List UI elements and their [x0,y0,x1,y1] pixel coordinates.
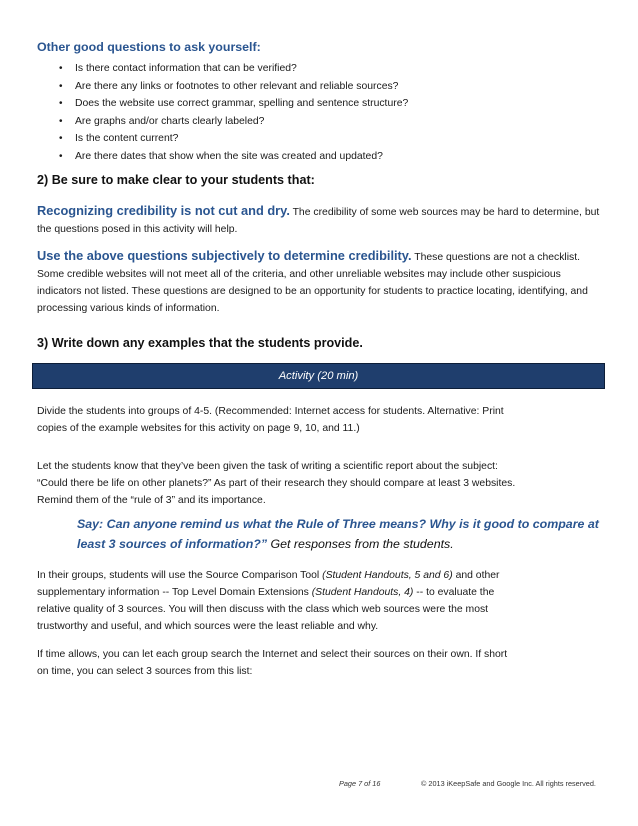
list-item: • Are there dates that show when the site was created and updated? [59,148,619,166]
list-item: • Is there contact information that can be verified? [59,60,619,78]
say-prompt: Say: Can anyone remind us what the Rule of Three means? Why is it good to compare at least 3 sources of information?” Get responses from the students. [77,517,599,551]
use-questions-text: These questions are not a checklist. Some credible websites will not meet all of the criteria, and other unreliable websites may include other suspicious indicators not listed. These questions are designed to be an opportunity for students to practice locating, identifying, and processing various kinds of information. [37,252,588,314]
page-number: Page 7 of 16 [339,779,381,788]
bullet-icon: • [59,80,63,92]
bullet-icon: • [59,63,63,74]
recognizing-lead: Recognizing credibility is not cut and dry. [37,203,290,218]
recognizing-text: The credibility of some web sources may be hard to determine, but the questions posed in this activity will help. [37,207,600,235]
activity-banner [32,363,605,389]
activity-banner-label: Activity (20 min) [278,370,359,382]
other-questions-heading: Other good questions to ask yourself: [37,40,261,54]
recognizing-credibility-paragraph [37,203,603,239]
list-item: • Does the website use correct grammar, spelling and sentence structure? [59,95,619,113]
use-questions-lead: Use the above questions subjectively to determine credibility. [37,248,412,263]
use-questions-paragraph [37,248,603,318]
copyright-notice: © 2013 iKeepSafe and Google Inc. All rights reserved. [421,779,596,788]
task-paragraph: Let the students know that they’ve been given the task of writing a scientific report about the subject: “Could there be life on other planets?” As part of their research they should compare at least 3 websites. Remind them of the “rule of 3” and its importance. [37,461,516,506]
bullet-icon: • [59,98,63,110]
list-item: • Is the content current? [59,130,619,148]
group-work-paragraph: In their groups, students will use the Source Comparison Tool (Student Handouts, 5 and 6) and other supplementary information -- Top Level Domain Extensions (Student Handouts, 4) -- to evaluate the relative quality of 3 sources. You will then discuss with the class which web sources were the most trustworthy and useful, and which sources were the least reliable and why. [37,570,500,632]
list-item: • Are there any links or footnotes to other relevant and reliable sources? [59,78,619,96]
bullet-icon: • [59,133,63,145]
section-3-heading: 3) Write down any examples that the students provide. [37,336,363,350]
question-list [59,60,619,166]
list-item: • Are graphs and/or charts clearly labeled? [59,113,619,131]
time-paragraph: If time allows, you can let each group search the Internet and select their sources on their own. If short on time, you can select 3 sources from this list: [37,649,508,677]
section-2-heading: 2) Be sure to make clear to your students that: [37,173,315,187]
bullet-icon: • [59,150,63,162]
bullet-icon: • [59,115,63,127]
divide-students-paragraph: Divide the students into groups of 4-5. (Recommended: Internet access for students. Alternative: Print copies of the example websites for this activity on page 9, 10, and 11.) [37,406,504,434]
